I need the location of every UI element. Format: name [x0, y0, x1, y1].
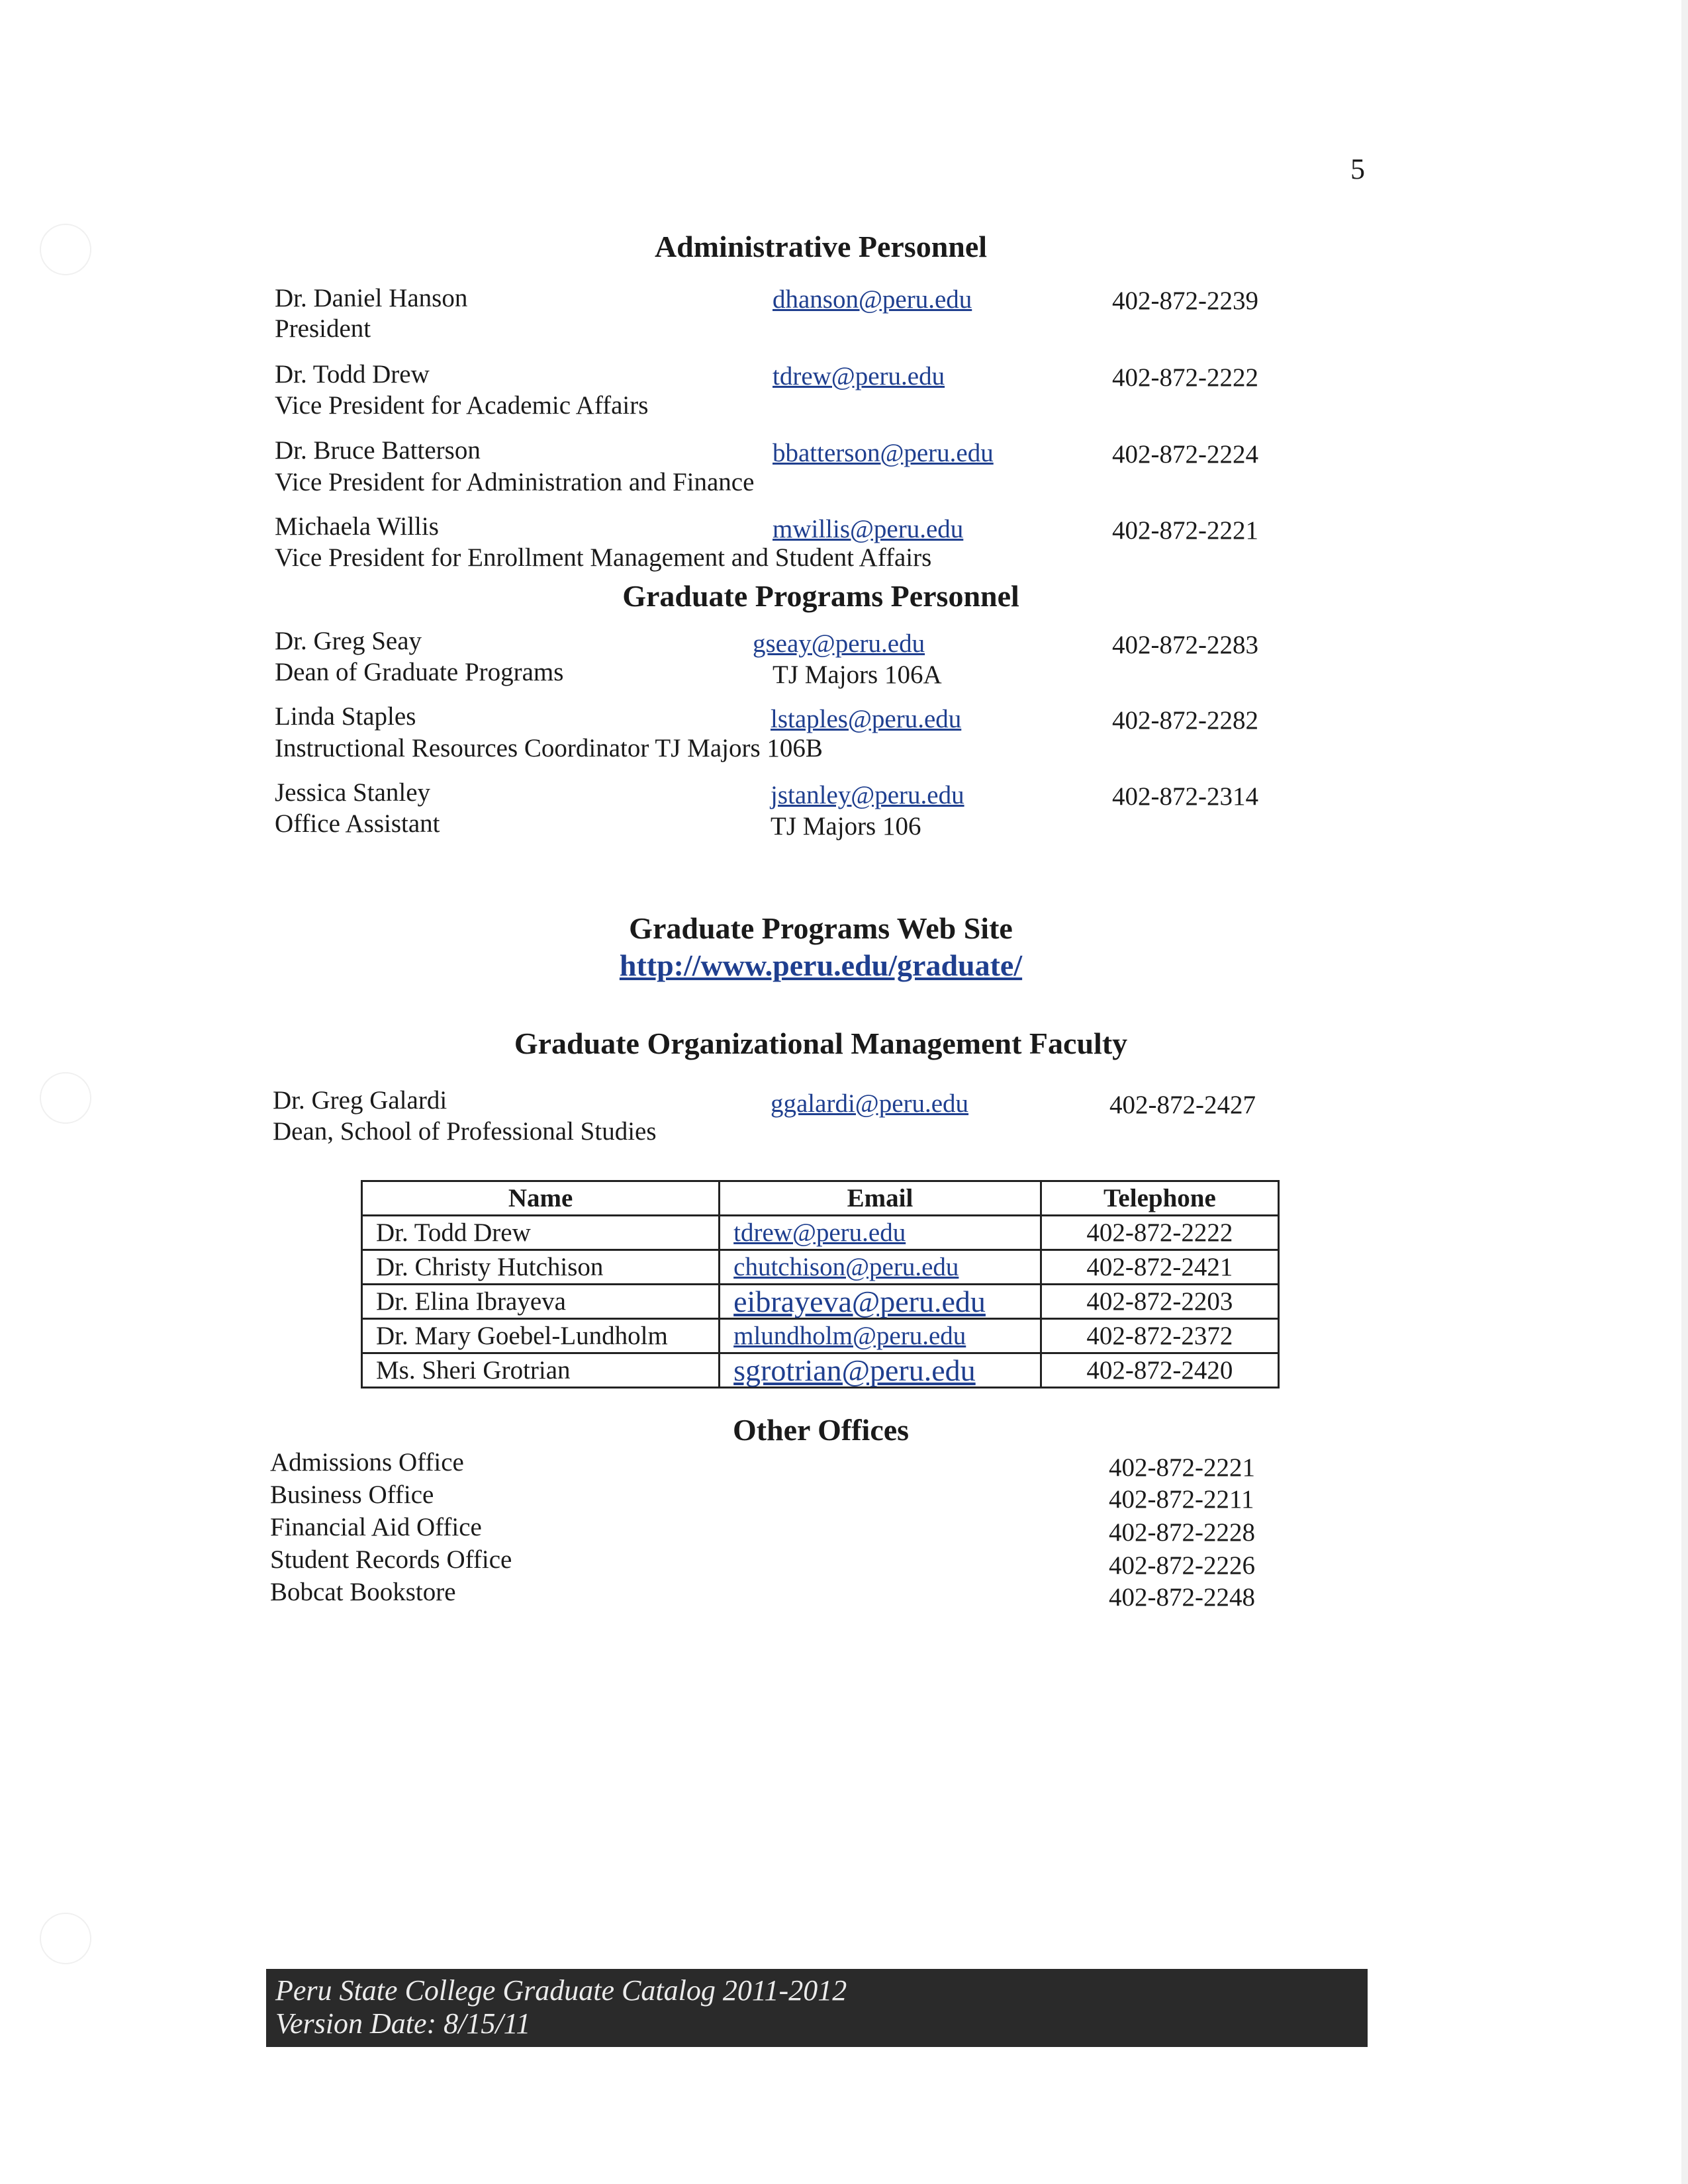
admin-email-link[interactable]: mwillis@peru.edu: [773, 515, 964, 543]
admin-title: President: [275, 314, 371, 343]
table-header-row: [362, 1181, 1279, 1216]
admin-title: Vice President for Administration and Finance: [275, 468, 755, 496]
admin-name: Dr. Todd Drew: [275, 360, 430, 388]
admin-name: Dr. Bruce Batterson: [275, 436, 481, 465]
admin-email-link[interactable]: dhanson@peru.edu: [773, 285, 972, 314]
faculty-email-link[interactable]: sgrotrian@peru.edu: [733, 1353, 976, 1387]
faculty-phone: 402-872-2222: [1041, 1216, 1278, 1250]
faculty-name: Dr. Mary Goebel-Lundholm: [362, 1319, 720, 1353]
grad-title: Dean of Graduate Programs: [275, 658, 564, 686]
faculty-heading: Graduate Organizational Management Faculty: [514, 1026, 1128, 1060]
faculty-name: Ms. Sheri Grotrian: [362, 1353, 720, 1388]
grad-email-link[interactable]: gseay@peru.edu: [753, 629, 925, 658]
office-name: Student Records Office: [270, 1545, 512, 1574]
table-row: [362, 1353, 1279, 1388]
dean-name: Dr. Greg Galardi: [273, 1086, 447, 1115]
grad-name: Linda Staples: [275, 702, 416, 731]
faculty-table: [361, 1180, 1280, 1388]
admin-phone: 402-872-2221: [1112, 516, 1258, 545]
faculty-name: Dr. Christy Hutchison: [362, 1250, 720, 1285]
grad-name: Jessica Stanley: [275, 778, 431, 807]
punch-hole: [40, 1072, 91, 1124]
faculty-phone: 402-872-2420: [1041, 1353, 1278, 1388]
punch-hole: [40, 224, 91, 275]
admin-email-link[interactable]: tdrew@peru.edu: [773, 362, 945, 390]
grad-title: Office Assistant: [275, 809, 440, 838]
catalog-footer: [266, 1969, 1368, 2047]
table-row: [362, 1285, 1279, 1319]
website-link-wrap: [357, 948, 1284, 983]
grad-email-link[interactable]: jstanley@peru.edu: [771, 781, 964, 809]
office-phone: 402-872-2221: [1109, 1453, 1255, 1482]
footer-line-2: Version Date: 8/15/11: [275, 2007, 531, 2040]
office-name: Business Office: [270, 1480, 434, 1509]
faculty-phone: 402-872-2203: [1041, 1285, 1278, 1319]
table-row: [362, 1319, 1279, 1353]
admin-email-link[interactable]: bbatterson@peru.edu: [773, 439, 994, 467]
grad-phone: 402-872-2283: [1112, 631, 1258, 659]
faculty-name: Dr. Elina Ibrayeva: [362, 1285, 720, 1319]
office-phone: 402-872-2211: [1109, 1485, 1254, 1514]
other-heading: Other Offices: [732, 1413, 910, 1447]
faculty-email-link[interactable]: eibrayeva@peru.edu: [733, 1284, 986, 1318]
office-name: Financial Aid Office: [270, 1513, 482, 1541]
website-url-link[interactable]: http://www.peru.edu/graduate/: [619, 948, 1023, 982]
dean-title: Dean, School of Professional Studies: [273, 1117, 657, 1146]
dean-phone: 402-872-2427: [1109, 1091, 1256, 1119]
website-heading: Graduate Programs Web Site: [629, 911, 1013, 945]
admin-phone: 402-872-2224: [1112, 440, 1258, 469]
grad-phone: 402-872-2282: [1112, 706, 1258, 735]
admin-title: Vice President for Academic Affairs: [275, 391, 649, 420]
admin-name: Michaela Willis: [275, 512, 439, 541]
grad-office: TJ Majors 106: [771, 812, 921, 841]
admin-heading: Administrative Personnel: [654, 230, 988, 263]
grad-office: TJ Majors 106A: [773, 660, 942, 689]
grad-phone: 402-872-2314: [1112, 782, 1258, 811]
office-phone: 402-872-2226: [1109, 1551, 1255, 1580]
faculty-name: Dr. Todd Drew: [362, 1216, 720, 1250]
column-header: Telephone: [1041, 1181, 1278, 1216]
office-phone: 402-872-2228: [1109, 1518, 1255, 1547]
page-number: 5: [1350, 153, 1365, 185]
admin-phone: 402-872-2239: [1112, 287, 1258, 315]
faculty-email-link[interactable]: chutchison@peru.edu: [733, 1252, 959, 1281]
faculty-email-link[interactable]: mlundholm@peru.edu: [733, 1321, 966, 1350]
admin-phone: 402-872-2222: [1112, 363, 1258, 392]
column-header: Email: [720, 1181, 1041, 1216]
office-name: Admissions Office: [270, 1448, 464, 1477]
admin-name: Dr. Daniel Hanson: [275, 284, 468, 312]
office-name: Bobcat Bookstore: [270, 1578, 456, 1606]
table-row: [362, 1216, 1279, 1250]
punch-hole: [40, 1913, 91, 1964]
footer-line-1: Peru State College Graduate Catalog 2011-2012: [275, 1974, 847, 2007]
faculty-phone: 402-872-2421: [1041, 1250, 1278, 1285]
grad-heading: Graduate Programs Personnel: [622, 579, 1019, 613]
table-row: [362, 1250, 1279, 1285]
faculty-email-link[interactable]: tdrew@peru.edu: [733, 1218, 906, 1247]
admin-title: Vice President for Enrollment Management and Student Affairs: [275, 543, 932, 572]
grad-title-office: Instructional Resources Coordinator TJ Majors 106B: [275, 734, 823, 762]
grad-name: Dr. Greg Seay: [275, 627, 422, 655]
dean-email-link[interactable]: ggalardi@peru.edu: [771, 1089, 969, 1118]
column-header: Name: [362, 1181, 720, 1216]
grad-email-link[interactable]: lstaples@peru.edu: [771, 705, 962, 733]
page-edge: [1681, 0, 1688, 2184]
faculty-phone: 402-872-2372: [1041, 1319, 1278, 1353]
office-phone: 402-872-2248: [1109, 1583, 1255, 1612]
